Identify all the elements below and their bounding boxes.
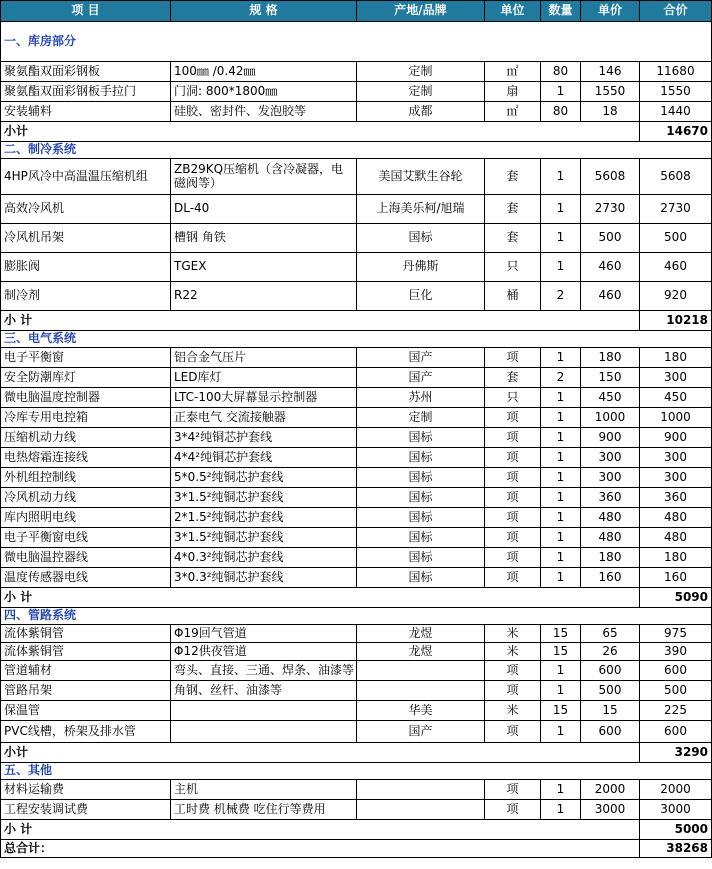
- item-unit-price: 146: [581, 62, 640, 82]
- item-unit-price: 3000: [581, 800, 640, 820]
- item-spec: 角钢、丝杆、油漆等: [171, 681, 357, 701]
- item-unit: 项: [485, 661, 541, 681]
- table-row: [1, 159, 712, 195]
- table-row: [1, 253, 712, 282]
- item-unit-price: 460: [581, 253, 640, 282]
- item-unit: 只: [485, 253, 541, 282]
- item-name: 材料运输费: [1, 780, 171, 800]
- section-title: 三、电气系统: [1, 331, 712, 348]
- table-row: [1, 348, 712, 368]
- item-name: 聚氨酯双面彩钢板手拉门: [1, 82, 171, 102]
- subtotal-label: 小计: [1, 122, 640, 142]
- item-name: 4HP风冷中高温温压缩机组: [1, 159, 171, 195]
- table-row: [1, 388, 712, 408]
- subtotal-row: [1, 311, 712, 331]
- item-unit: 套: [485, 224, 541, 253]
- item-amount: 975: [640, 625, 712, 643]
- item-name: 安装辅料: [1, 102, 171, 122]
- item-quantity: 1: [541, 448, 581, 468]
- item-amount: 300: [640, 448, 712, 468]
- item-unit-price: 180: [581, 348, 640, 368]
- item-origin: 国标: [357, 428, 485, 448]
- item-origin: 国标: [357, 528, 485, 548]
- subtotal-value: 5090: [640, 588, 712, 608]
- column-header: 产地/品牌: [357, 1, 485, 22]
- item-origin: 国产: [357, 368, 485, 388]
- section-title-row: [1, 22, 712, 62]
- item-unit: 项: [485, 468, 541, 488]
- item-spec: 弯头、直接、三通、焊条、油漆等: [171, 661, 357, 681]
- item-spec: 4*4²纯铜芯护套线: [171, 448, 357, 468]
- item-name: 流体紫铜管: [1, 643, 171, 661]
- item-spec: 3*1.5²纯铜芯护套线: [171, 528, 357, 548]
- item-origin: 上海美乐柯/旭瑞: [357, 195, 485, 224]
- column-header: 项 目: [1, 1, 171, 22]
- table-row: [1, 625, 712, 643]
- column-header: 合价: [640, 1, 712, 22]
- table-row: [1, 701, 712, 721]
- item-spec: ZB29KQ压缩机（含冷凝器，电磁阀等）: [171, 159, 357, 195]
- item-unit: 套: [485, 159, 541, 195]
- item-unit-price: 360: [581, 488, 640, 508]
- section-title-row: [1, 331, 712, 348]
- item-quantity: 15: [541, 643, 581, 661]
- table-row: [1, 82, 712, 102]
- item-quantity: 1: [541, 253, 581, 282]
- subtotal-value: 14670: [640, 122, 712, 142]
- item-name: 保温管: [1, 701, 171, 721]
- item-unit-price: 160: [581, 568, 640, 588]
- item-origin: 定制: [357, 408, 485, 428]
- subtotal-value: 3290: [640, 743, 712, 763]
- item-unit: 项: [485, 721, 541, 743]
- item-unit-price: 460: [581, 282, 640, 311]
- item-unit-price: 500: [581, 224, 640, 253]
- item-unit: 项: [485, 408, 541, 428]
- item-unit-price: 2000: [581, 780, 640, 800]
- item-unit-price: 150: [581, 368, 640, 388]
- table-row: [1, 488, 712, 508]
- item-unit-price: 480: [581, 508, 640, 528]
- item-spec: 铝合金气压片: [171, 348, 357, 368]
- section-title-row: [1, 142, 712, 159]
- table-row: [1, 643, 712, 661]
- item-quantity: 80: [541, 102, 581, 122]
- item-quantity: 80: [541, 62, 581, 82]
- table-row: [1, 428, 712, 448]
- subtotal-row: [1, 588, 712, 608]
- item-unit-price: 2730: [581, 195, 640, 224]
- item-spec: TGEX: [171, 253, 357, 282]
- item-unit-price: 450: [581, 388, 640, 408]
- grand-total-value: 38268: [640, 840, 712, 858]
- item-spec: Φ12供夜管道: [171, 643, 357, 661]
- item-spec: 2*1.5²纯铜芯护套线: [171, 508, 357, 528]
- item-name: 微电脑温控器线: [1, 548, 171, 568]
- item-name: 膨胀阀: [1, 253, 171, 282]
- item-name: 电子平衡窗: [1, 348, 171, 368]
- header-row: [1, 1, 712, 22]
- item-unit: 米: [485, 625, 541, 643]
- item-unit-price: 26: [581, 643, 640, 661]
- item-unit-price: 600: [581, 661, 640, 681]
- item-origin: 龙煜: [357, 625, 485, 643]
- item-quantity: 1: [541, 780, 581, 800]
- item-spec: Φ19回气管道: [171, 625, 357, 643]
- item-name: 聚氨酯双面彩钢板: [1, 62, 171, 82]
- item-amount: 2730: [640, 195, 712, 224]
- item-amount: 600: [640, 661, 712, 681]
- item-amount: 11680: [640, 62, 712, 82]
- table-row: [1, 408, 712, 428]
- item-origin: 巨化: [357, 282, 485, 311]
- item-unit: 项: [485, 800, 541, 820]
- table-row: [1, 800, 712, 820]
- subtotal-row: [1, 743, 712, 763]
- item-unit: 项: [485, 548, 541, 568]
- item-origin: 国标: [357, 448, 485, 468]
- grand-total-label: 总合计：: [1, 840, 640, 858]
- item-spec: 正泰电气 交流接触器: [171, 408, 357, 428]
- item-amount: 900: [640, 428, 712, 448]
- table-row: [1, 448, 712, 468]
- table-row: [1, 568, 712, 588]
- item-origin: 丹佛斯: [357, 253, 485, 282]
- item-quantity: 15: [541, 625, 581, 643]
- item-name: 安全防潮库灯: [1, 368, 171, 388]
- item-name: 电热熔霜连接线: [1, 448, 171, 468]
- subtotal-label: 小 计: [1, 311, 640, 331]
- item-name: 库内照明电线: [1, 508, 171, 528]
- item-quantity: 1: [541, 800, 581, 820]
- item-quantity: 1: [541, 348, 581, 368]
- item-unit: ㎡: [485, 102, 541, 122]
- item-origin: 美国艾默生谷轮: [357, 159, 485, 195]
- item-quantity: 1: [541, 408, 581, 428]
- item-unit: 扇: [485, 82, 541, 102]
- item-origin: 国产: [357, 348, 485, 368]
- table-row: [1, 721, 712, 743]
- section-title-row: [1, 763, 712, 780]
- item-amount: 390: [640, 643, 712, 661]
- item-unit-price: 600: [581, 721, 640, 743]
- item-name: 制冷剂: [1, 282, 171, 311]
- table-row: [1, 780, 712, 800]
- section-title: 五、其他: [1, 763, 712, 780]
- item-unit: 项: [485, 488, 541, 508]
- table-row: [1, 102, 712, 122]
- item-unit-price: 300: [581, 468, 640, 488]
- item-spec: LED库灯: [171, 368, 357, 388]
- item-amount: 450: [640, 388, 712, 408]
- item-name: 冷风机吊架: [1, 224, 171, 253]
- item-amount: 225: [640, 701, 712, 721]
- item-spec: 硅胶、密封件、发泡胶等: [171, 102, 357, 122]
- table-row: [1, 468, 712, 488]
- item-spec: 门洞: 800*1800㎜: [171, 82, 357, 102]
- item-quantity: 1: [541, 195, 581, 224]
- table-row: [1, 681, 712, 701]
- item-origin: [357, 780, 485, 800]
- section-title-row: [1, 608, 712, 625]
- item-amount: 180: [640, 348, 712, 368]
- item-unit: 项: [485, 780, 541, 800]
- item-origin: 国标: [357, 568, 485, 588]
- item-name: 温度传感器电线: [1, 568, 171, 588]
- table-row: [1, 195, 712, 224]
- item-origin: [357, 661, 485, 681]
- item-quantity: 2: [541, 368, 581, 388]
- subtotal-row: [1, 820, 712, 840]
- subtotal-label: 小 计: [1, 588, 640, 608]
- item-amount: 600: [640, 721, 712, 743]
- item-name: PVC线槽，桥架及排水管: [1, 721, 171, 743]
- item-origin: 成都: [357, 102, 485, 122]
- item-origin: 国标: [357, 548, 485, 568]
- item-unit-price: 65: [581, 625, 640, 643]
- item-quantity: 1: [541, 82, 581, 102]
- item-unit-price: 180: [581, 548, 640, 568]
- item-quantity: 15: [541, 701, 581, 721]
- item-quantity: 1: [541, 548, 581, 568]
- subtotal-label: 小 计: [1, 820, 640, 840]
- table-row: [1, 508, 712, 528]
- item-spec: LTC-100大屏幕显示控制器: [171, 388, 357, 408]
- item-amount: 460: [640, 253, 712, 282]
- item-quantity: 1: [541, 721, 581, 743]
- item-unit: 项: [485, 508, 541, 528]
- item-amount: 3000: [640, 800, 712, 820]
- item-name: 流体紫铜管: [1, 625, 171, 643]
- item-origin: 定制: [357, 82, 485, 102]
- item-spec: 工时费 机械费 吃住行等费用: [171, 800, 357, 820]
- item-unit-price: 1000: [581, 408, 640, 428]
- item-spec: 3*1.5²纯铜芯护套线: [171, 488, 357, 508]
- item-origin: [357, 681, 485, 701]
- item-unit: 套: [485, 368, 541, 388]
- item-amount: 920: [640, 282, 712, 311]
- item-unit: 项: [485, 428, 541, 448]
- item-amount: 480: [640, 528, 712, 548]
- table-row: [1, 528, 712, 548]
- item-amount: 1440: [640, 102, 712, 122]
- subtotal-label: 小计: [1, 743, 640, 763]
- item-name: 电子平衡窗电线: [1, 528, 171, 548]
- item-origin: 定制: [357, 62, 485, 82]
- item-spec: 槽钢 角铁: [171, 224, 357, 253]
- item-unit-price: 1550: [581, 82, 640, 102]
- item-unit: 项: [485, 568, 541, 588]
- item-name: 微电脑温度控制器: [1, 388, 171, 408]
- subtotal-row: [1, 122, 712, 142]
- item-spec: 主机: [171, 780, 357, 800]
- item-name: 压缩机动力线: [1, 428, 171, 448]
- item-quantity: 1: [541, 508, 581, 528]
- item-spec: DL-40: [171, 195, 357, 224]
- item-spec: [171, 721, 357, 743]
- column-header: 数量: [541, 1, 581, 22]
- item-unit-price: 300: [581, 448, 640, 468]
- subtotal-value: 10218: [640, 311, 712, 331]
- section-title: 一、库房部分: [1, 22, 712, 62]
- item-unit: ㎡: [485, 62, 541, 82]
- item-name: 高效冷风机: [1, 195, 171, 224]
- column-header: 单位: [485, 1, 541, 22]
- column-header: 单价: [581, 1, 640, 22]
- item-unit-price: 5608: [581, 159, 640, 195]
- item-name: 管路吊架: [1, 681, 171, 701]
- item-origin: 国标: [357, 468, 485, 488]
- item-origin: 龙煜: [357, 643, 485, 661]
- item-quantity: 1: [541, 428, 581, 448]
- item-quantity: 2: [541, 282, 581, 311]
- item-unit-price: 500: [581, 681, 640, 701]
- table-row: [1, 224, 712, 253]
- item-unit: 项: [485, 528, 541, 548]
- item-name: 冷库专用电控箱: [1, 408, 171, 428]
- item-amount: 160: [640, 568, 712, 588]
- item-unit: 项: [485, 681, 541, 701]
- grand-total-row: [1, 840, 712, 858]
- item-quantity: 1: [541, 568, 581, 588]
- item-spec: 5*0.5²纯铜芯护套线: [171, 468, 357, 488]
- item-quantity: 1: [541, 468, 581, 488]
- item-quantity: 1: [541, 681, 581, 701]
- item-origin: 苏州: [357, 388, 485, 408]
- item-amount: 500: [640, 224, 712, 253]
- item-unit: 桶: [485, 282, 541, 311]
- item-unit-price: 18: [581, 102, 640, 122]
- item-unit: 只: [485, 388, 541, 408]
- table-row: [1, 282, 712, 311]
- table-row: [1, 548, 712, 568]
- item-amount: 1550: [640, 82, 712, 102]
- item-amount: 300: [640, 468, 712, 488]
- item-name: 外机组控制线: [1, 468, 171, 488]
- item-quantity: 1: [541, 224, 581, 253]
- item-unit: 米: [485, 701, 541, 721]
- item-amount: 500: [640, 681, 712, 701]
- item-unit-price: 15: [581, 701, 640, 721]
- item-origin: 国标: [357, 224, 485, 253]
- section-title: 二、制冷系统: [1, 142, 712, 159]
- item-amount: 2000: [640, 780, 712, 800]
- item-unit-price: 480: [581, 528, 640, 548]
- table-row: [1, 62, 712, 82]
- section-title: 四、管路系统: [1, 608, 712, 625]
- item-unit-price: 900: [581, 428, 640, 448]
- item-quantity: 1: [541, 388, 581, 408]
- table-row: [1, 368, 712, 388]
- item-unit: 套: [485, 195, 541, 224]
- item-name: 管道辅材: [1, 661, 171, 681]
- item-origin: 国标: [357, 508, 485, 528]
- item-unit: 米: [485, 643, 541, 661]
- item-spec: 3*4²纯铜芯护套线: [171, 428, 357, 448]
- item-spec: R22: [171, 282, 357, 311]
- item-unit: 项: [485, 448, 541, 468]
- item-origin: [357, 800, 485, 820]
- item-amount: 180: [640, 548, 712, 568]
- item-quantity: 1: [541, 488, 581, 508]
- item-origin: 国产: [357, 721, 485, 743]
- table-row: [1, 661, 712, 681]
- item-quantity: 1: [541, 159, 581, 195]
- item-spec: 100㎜ /0.42㎜: [171, 62, 357, 82]
- item-origin: 华美: [357, 701, 485, 721]
- column-header: 规 格: [171, 1, 357, 22]
- item-spec: 3*0.3²纯铜芯护套线: [171, 568, 357, 588]
- item-quantity: 1: [541, 528, 581, 548]
- item-amount: 360: [640, 488, 712, 508]
- item-amount: 1000: [640, 408, 712, 428]
- item-unit: 项: [485, 348, 541, 368]
- subtotal-value: 5000: [640, 820, 712, 840]
- item-name: 冷风机动力线: [1, 488, 171, 508]
- item-amount: 5608: [640, 159, 712, 195]
- item-spec: 4*0.3²纯铜芯护套线: [171, 548, 357, 568]
- item-quantity: 1: [541, 661, 581, 681]
- item-origin: 国标: [357, 488, 485, 508]
- item-spec: [171, 701, 357, 721]
- item-name: 工程安装调试费: [1, 800, 171, 820]
- item-amount: 300: [640, 368, 712, 388]
- item-amount: 480: [640, 508, 712, 528]
